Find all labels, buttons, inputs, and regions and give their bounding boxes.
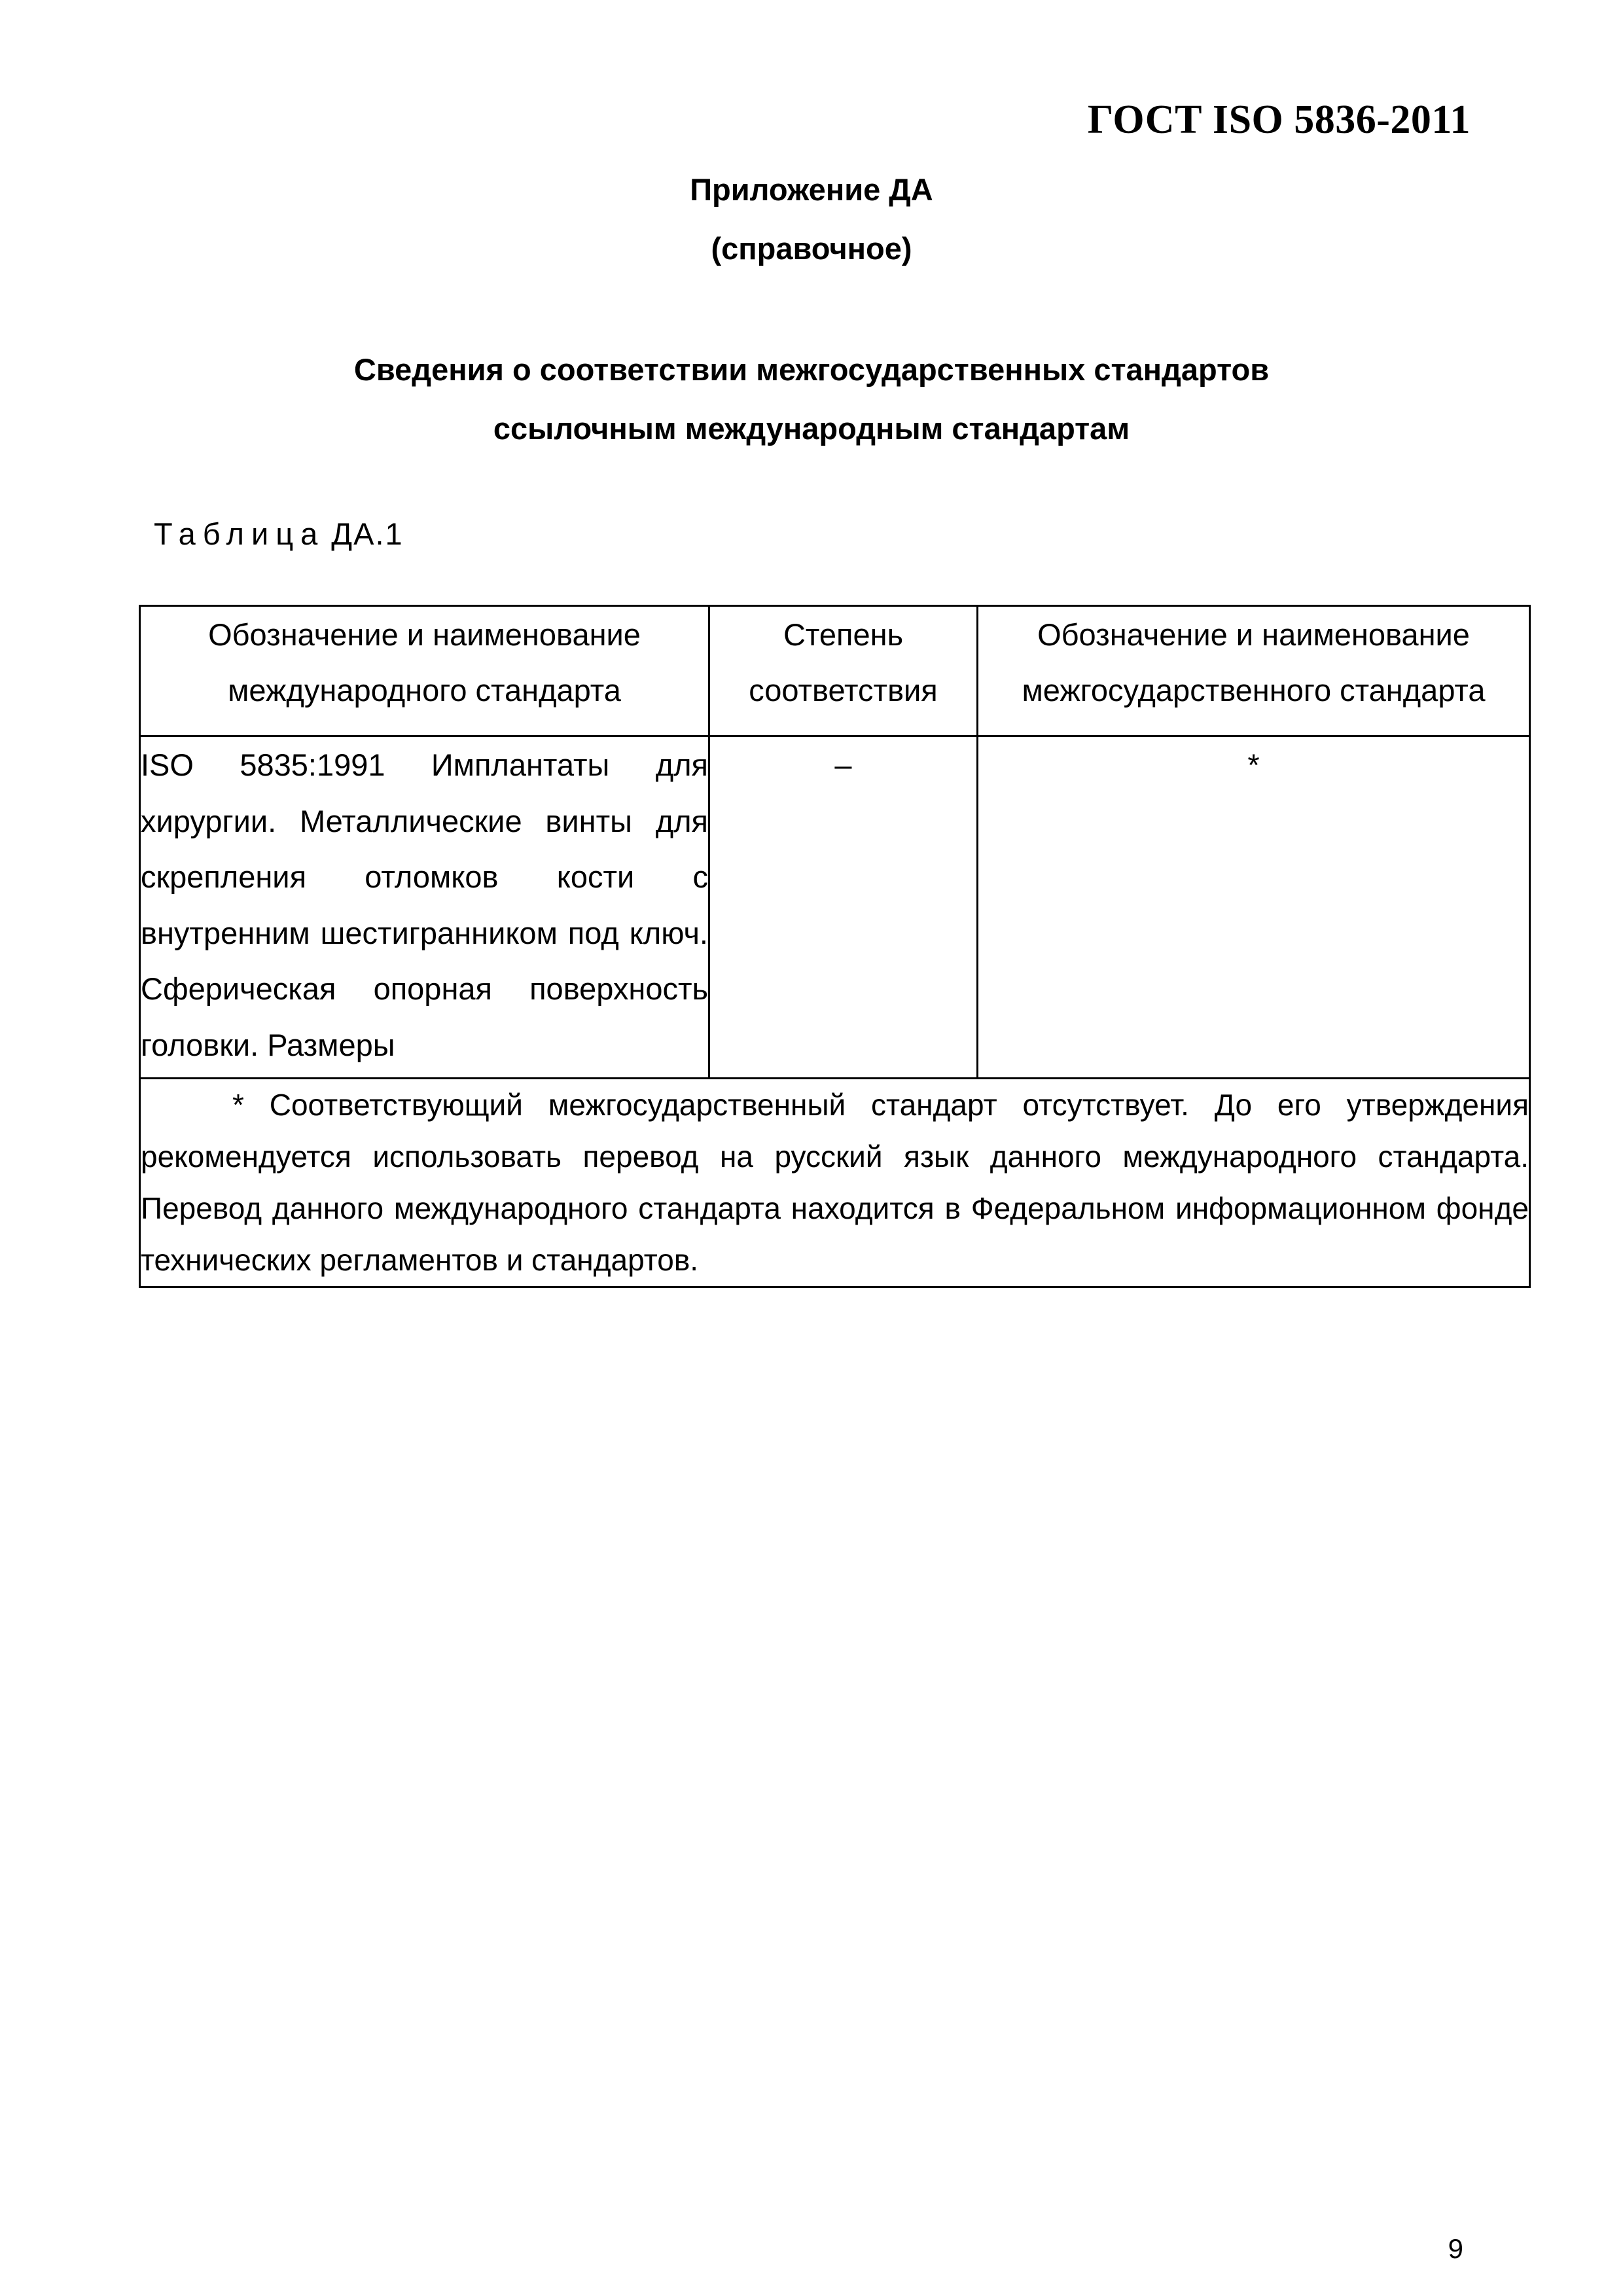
table-footnote-row (140, 1079, 1530, 1287)
cell-international-standard: ISO 5835:1991 Имплантаты для хирургии. Металлические винты для скрепления отломков кости с внутренним шестигранником под ключ. Сферическая опорная поверхность головки. Размеры (140, 736, 709, 1079)
table-caption-word: Таблица (154, 516, 325, 551)
table-caption (154, 516, 404, 552)
table-header-row (140, 606, 1530, 736)
table-footnote (140, 1079, 1530, 1287)
table-footnote-text: * Соответствующий межгосударственный стандарт отсутствует. До его утверждения рекомендуется использовать перевод на русский язык данного международного стандарта. Перевод данного международного стандарта находится в Федеральном информационном фонде технических регламентов и стандартов. (141, 1088, 1529, 1277)
column-header-degree (709, 606, 978, 736)
column-header-international-line2: международного стандарта (228, 673, 621, 708)
column-header-degree-line1: Степень (783, 617, 904, 652)
table-caption-number: ДА.1 (331, 516, 404, 551)
document-code: ГОСТ ISO 5836-2011 (1087, 98, 1471, 142)
appendix-title: Приложение ДА (690, 172, 933, 207)
column-header-international-line1: Обозначение и наименование (208, 617, 641, 652)
standards-table (139, 605, 1531, 1288)
appendix-kind: (справочное) (711, 231, 912, 266)
column-header-interstate (978, 606, 1530, 736)
page-number: 9 (1448, 2233, 1463, 2264)
section-title-line1: Сведения о соответствии межгосударственных стандартов (353, 352, 1270, 387)
cell-interstate-standard: * (978, 736, 1530, 1079)
table-row (140, 736, 1530, 1079)
section-title (0, 340, 1623, 458)
column-header-interstate-line1: Обозначение и наименование (1037, 617, 1470, 652)
column-header-degree-line2: соответствия (749, 673, 938, 708)
cell-degree: – (709, 736, 978, 1079)
column-header-interstate-line2: межгосударственного стандарта (1022, 673, 1486, 708)
column-header-international (140, 606, 709, 736)
section-title-line2: ссылочным международным стандартам (493, 411, 1130, 446)
